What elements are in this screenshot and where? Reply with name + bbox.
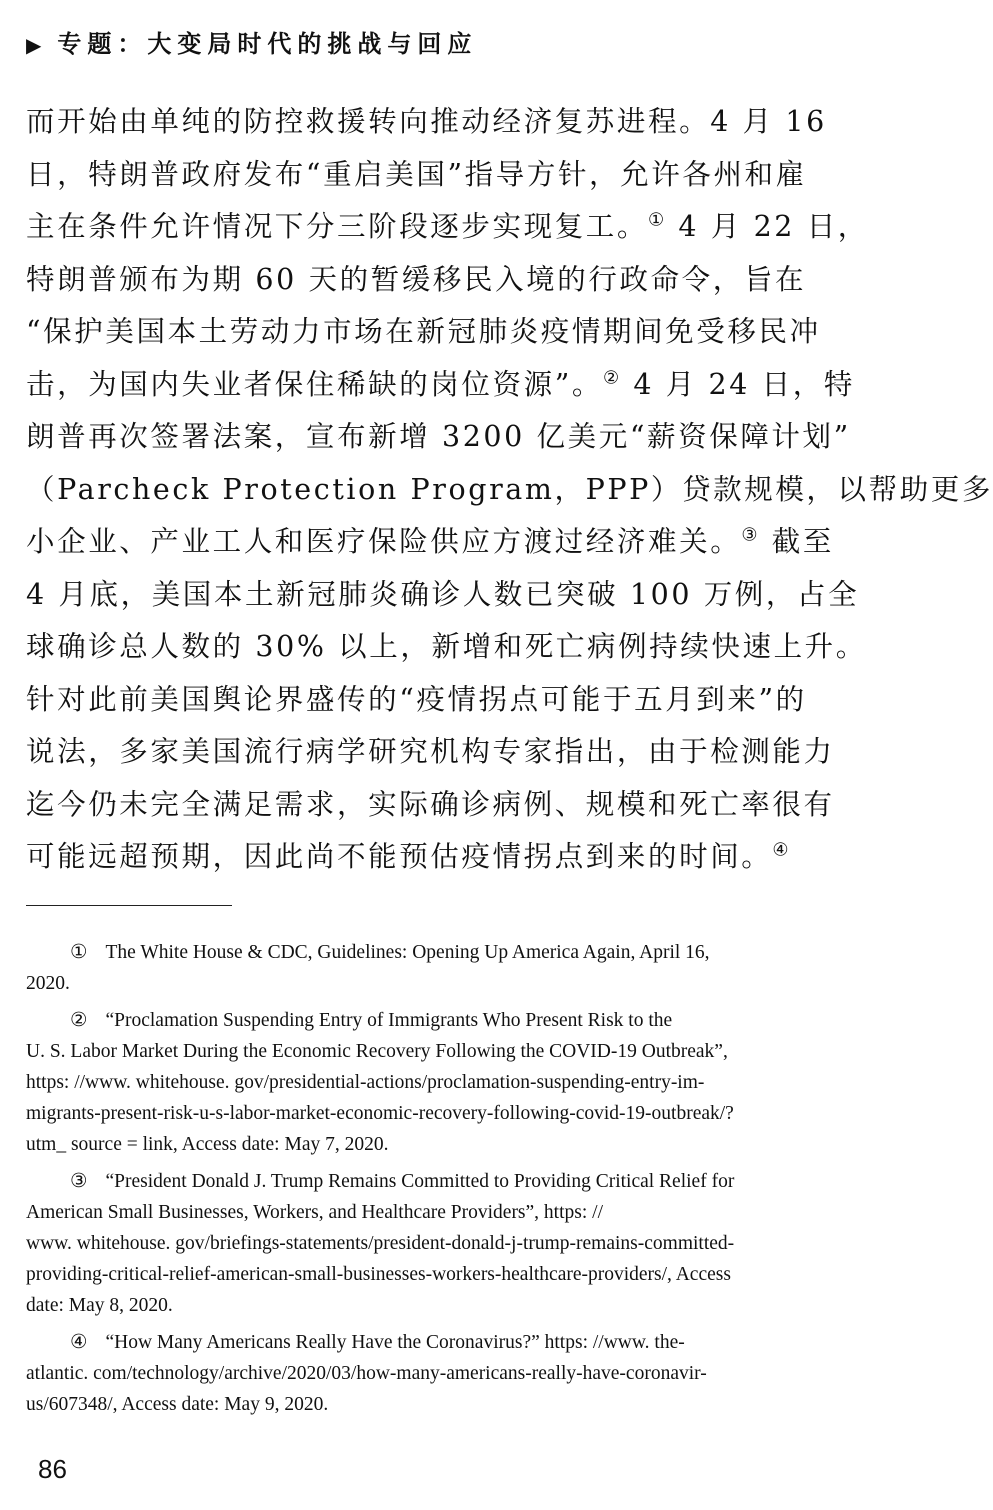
footnote-mark: ④ [70,1332,88,1353]
footnote-1: ① The White House & CDC, Guidelines: Opening Up America Again, April 16, 2020. [26,937,848,999]
footnote-3: ③ “President Donald J. Trump Remains Committed to Providing Critical Relief for American Small Businesses, Workers, and Healthcare Providers”, https: // www. whitehouse. gov/briefings-statements/president-donald-j-trump-remains-committed- providing-critical-relief-american-small-businesses-workers-healthcare-providers/, Access date: May 8, 2020. [26,1166,848,1321]
body-line: 而开始由单纯的防控救援转向推动经济复苏进程。4 月 16 [26,105,827,138]
footnote-2: ② “Proclamation Suspending Entry of Immigrants Who Present Risk to the U. S. Labor Market During the Economic Recovery Following the COVID-19 Outbreak”, https: //www. whitehouse. gov/presidential-actions/proclamation-suspending-entry-im- migrants-present-risk-u-s-labor-market-economic-recovery-following-covid-19-outbreak/? utm_ source = link, Access date: May 7, 2020. [26,1005,848,1160]
body-line: 可能远超预期，因此尚不能预估疫情拐点到来的时间。④ [26,839,792,873]
running-header [26,24,477,59]
header-title: 专题：大变局时代的挑战与回应 [57,30,478,58]
footnote-ref-3[interactable]: ③ [741,524,761,546]
footnote-mark: ① [70,942,88,963]
body-line: 朗普再次签署法案，宣布新增 3200 亿美元“薪资保障计划” [26,420,851,453]
body-line: 针对此前美国舆论界盛传的“疫情拐点可能于五月到来”的 [26,682,807,716]
body-line: “保护美国本土劳动力市场在新冠肺炎疫情期间免受移民冲 [26,315,821,348]
footnotes [26,937,848,1426]
footnote-mark: ② [70,1010,88,1031]
body-line: 主在条件允许情况下分三阶段逐步实现复工。① 4 月 22 日， [26,209,869,243]
footnote-link[interactable]: atlantic. com/technology/archive/2020/03/how-many-americans-really-have-coronavir- [26,1363,707,1384]
footnote-ref-1[interactable]: ① [648,209,667,231]
body-line: （Parcheck Protection Program，PPP）贷款规模，以帮助更多 [26,472,993,506]
body-line: 说法，多家美国流行病学研究机构专家指出，由于检测能力 [26,735,835,768]
page-number: 86 [38,1454,67,1484]
footnote-link[interactable]: www. whitehouse. gov/briefings-statements/president-donald-j-trump-remains-committed- [26,1233,735,1254]
body-line: 球确诊总人数的 30% 以上，新增和死亡病例持续快速上升。 [26,630,867,663]
body-text [26,96,993,884]
body-line: 击，为国内失业者保住稀缺的岗位资源”。② 4 月 24 日，特 [26,367,855,401]
footnote-mark: ③ [70,1171,88,1192]
footnote-link[interactable]: migrants-present-risk-u-s-labor-market-economic-recovery-following-covid-19-outbreak/? [26,1103,734,1124]
footnote-4: ④ “How Many Americans Really Have the Coronavirus?” https: //www. the- atlantic. com/technology/archive/2020/03/how-many-americans-really-have-coronavir- us/607348/, Access date: May 9, 2020. [26,1327,848,1420]
footnote-link[interactable]: providing-critical-relief-american-small-businesses-workers-healthcare-providers/, Access [26,1264,731,1285]
body-line: 4 月底，美国本土新冠肺炎确诊人数已突破 100 万例，占全 [26,577,860,611]
body-line: 日，特朗普政府发布“重启美国”指导方针，允许各州和雇 [26,157,807,191]
body-line: 小企业、产业工人和医疗保险供应方渡过经济难关。③ 截至 [26,524,834,558]
body-line: 迄今仍未完全满足需求，实际确诊病例、规模和死亡率很有 [26,787,835,821]
footnote-separator [26,905,232,906]
footnote-link[interactable]: https: //www. whitehouse. gov/presidential-actions/proclamation-suspending-entry-im- [26,1072,705,1093]
footnote-ref-4[interactable]: ④ [772,839,792,861]
triangle-marker-icon: ▶ [26,33,48,57]
body-line: 特朗普颁布为期 60 天的暂缓移民入境的行政命令，旨在 [26,262,807,296]
footnote-ref-2[interactable]: ② [602,367,622,388]
